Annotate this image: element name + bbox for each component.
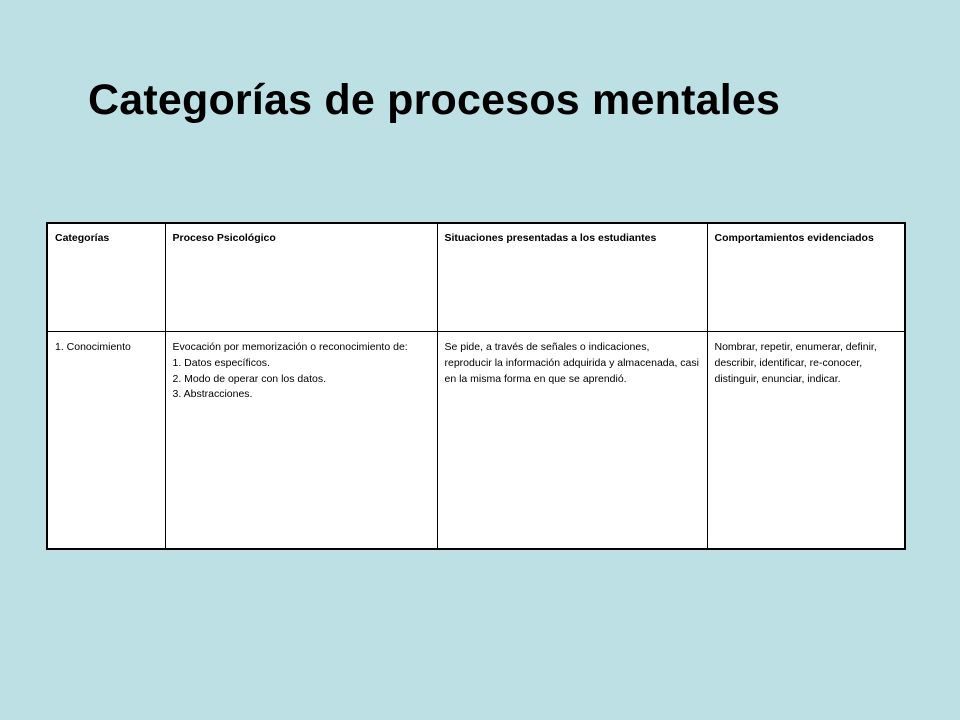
header-comportamientos: Comportamientos evidenciados [707, 223, 905, 332]
proceso-item: 1. Datos específicos. [172, 356, 270, 369]
table-header-row [47, 223, 905, 332]
proceso-item: 2. Modo de operar con los datos. [172, 372, 327, 385]
cell-categoria: 1. Conocimiento [47, 332, 165, 550]
slide-title: Categorías de procesos mentales [88, 76, 781, 124]
cell-proceso [165, 332, 437, 550]
table-container [46, 222, 904, 550]
header-proceso-psicologico: Proceso Psicológico [165, 223, 437, 332]
header-situaciones: Situaciones presentadas a los estudiantes [437, 223, 707, 332]
proceso-intro: Evocación por memorización o reconocimiento de: [172, 341, 408, 353]
proceso-item: 3. Abstracciones. [172, 388, 253, 401]
mental-process-table [46, 222, 906, 550]
cell-comportamientos: Nombrar, repetir, enumerar, definir, describir, identificar, re-conocer, distinguir, enunciar, indicar. [707, 332, 905, 550]
cell-situaciones: Se pide, a través de señales o indicaciones, reproducir la información adquirida y almacenada, casi en la misma forma en que se aprendió. [437, 332, 707, 550]
header-categorias: Categorías [47, 223, 165, 332]
proceso-list [173, 356, 430, 403]
table-row [47, 332, 905, 550]
